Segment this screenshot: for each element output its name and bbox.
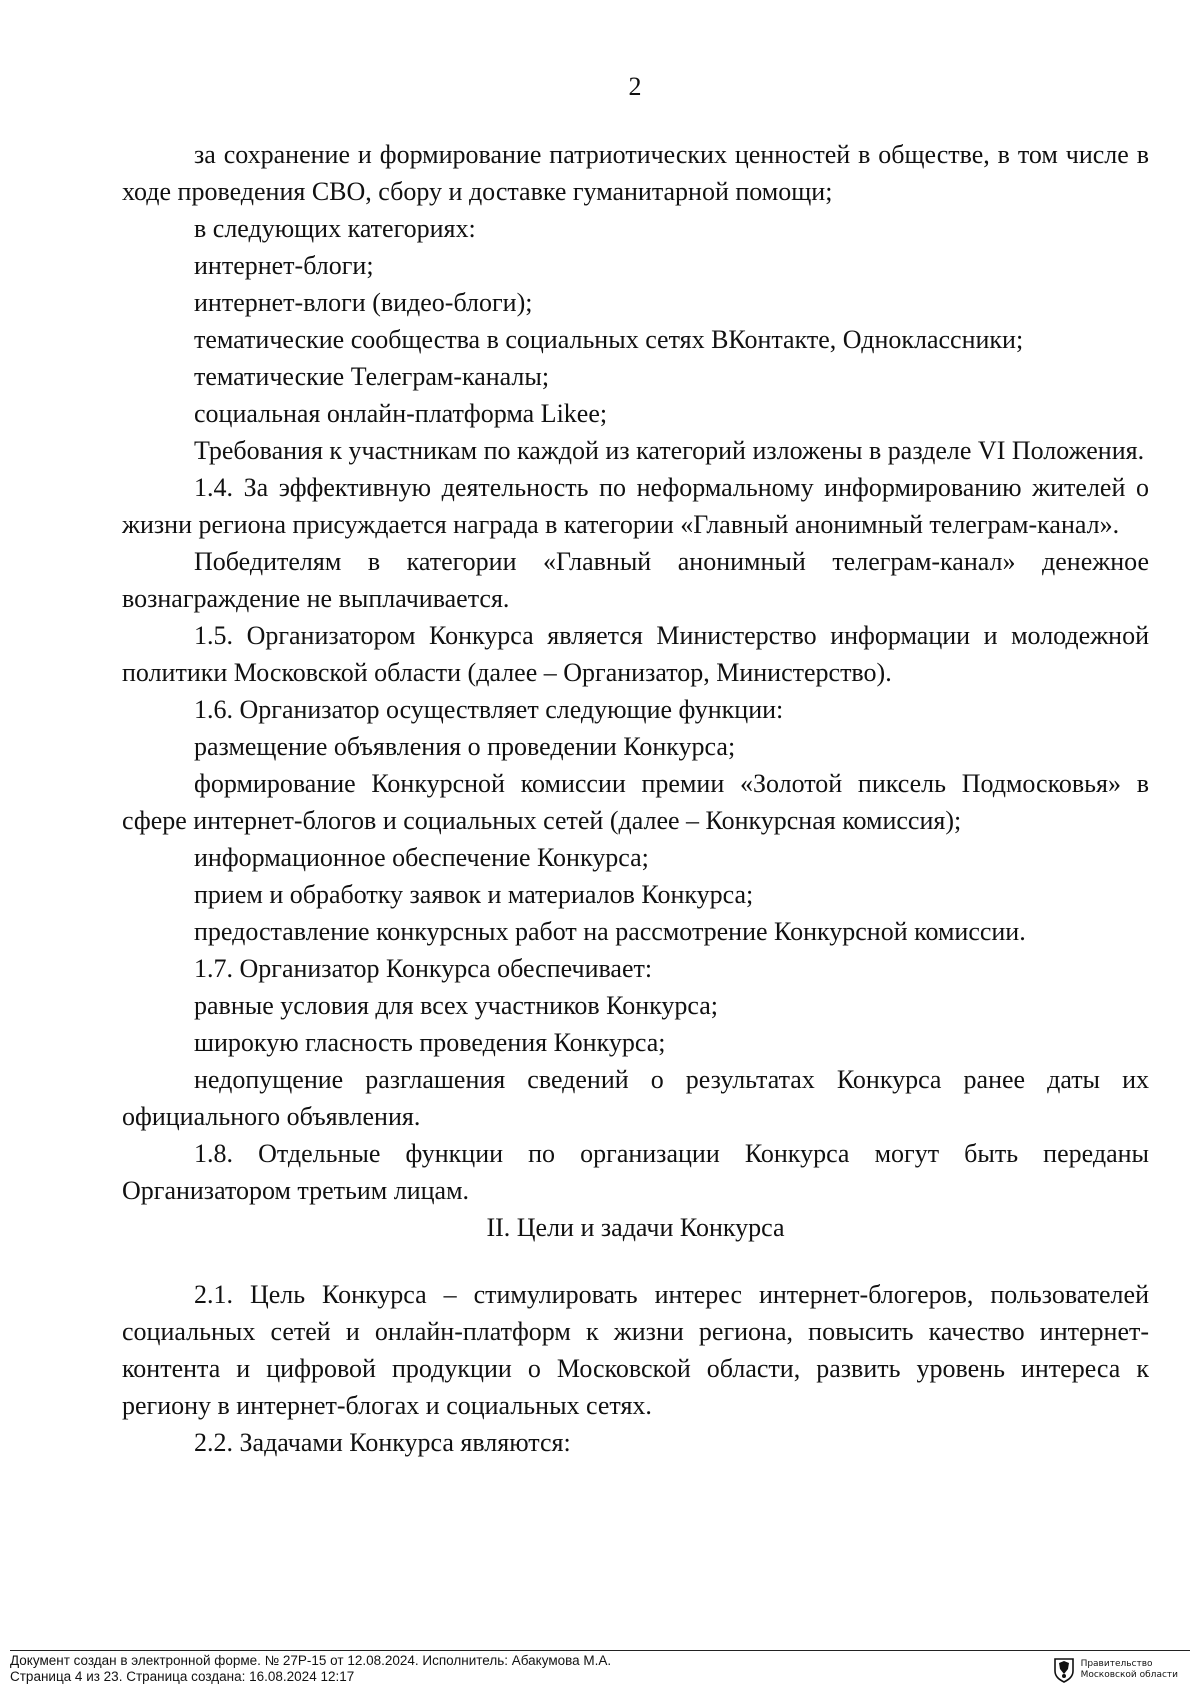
list-item: формирование Конкурсной комиссии премии «Золотой пиксель Подмосковья» в сфере интернет-блогов и социальных сетей (далее – Конкурсная комиссия); — [122, 769, 1149, 835]
paragraph: Победителям в категории «Главный анонимный телеграм-канал» денежное вознаграждение не выплачивается. — [122, 547, 1149, 613]
government-label-line1: Правительство — [1080, 1659, 1153, 1669]
list-item: прием и обработку заявок и материалов Конкурса; — [194, 880, 754, 909]
document-body — [122, 136, 1149, 1461]
list-item: широкую гласность проведения Конкурса; — [194, 1028, 666, 1057]
footer-info — [10, 1653, 611, 1685]
footer-line-page: Страница 4 из 23. Страница создана: 16.08.2024 12:17 — [10, 1669, 355, 1684]
paragraph: в следующих категориях: — [194, 214, 476, 243]
paragraph: 2.1. Цель Конкурса – стимулировать интерес интернет-блогеров, пользователей социальных сетей и онлайн-платформ к жизни региона, повысить качество интернет-контента и цифровой продукции о Московской области, развить уровень интереса к региону в интернет-блогах и социальных сетях. — [122, 1280, 1149, 1420]
list-item: равные условия для всех участников Конкурса; — [194, 991, 719, 1020]
paragraph: 1.4. За эффективную деятельность по неформальному информированию жителей о жизни региона присуждается награда в категории «Главный анонимный телеграм-канал». — [122, 473, 1149, 539]
section-title: II. Цели и задачи Конкурса — [486, 1213, 785, 1242]
footer-line-document: Документ создан в электронной форме. № 27Р-15 от 12.08.2024. Исполнитель: Абакумова М.А. — [10, 1653, 612, 1668]
list-item: тематические Телеграм-каналы; — [194, 362, 550, 391]
list-item: недопущение разглашения сведений о результатах Конкурса ранее даты их официального объявления. — [122, 1065, 1149, 1131]
document-footer — [10, 1650, 1190, 1684]
coat-of-arms-icon — [1053, 1657, 1075, 1683]
list-item: интернет-влоги (видео-блоги); — [194, 288, 533, 317]
paragraph: 2.2. Задачами Конкурса являются: — [194, 1428, 571, 1457]
government-label-line2: Московской области — [1080, 1670, 1178, 1680]
list-item: размещение объявления о проведении Конкурса; — [194, 732, 736, 761]
paragraph: Требования к участникам по каждой из категорий изложены в разделе VI Положения. — [194, 436, 1145, 465]
page-number: 2 — [628, 72, 642, 101]
list-item: предоставление конкурсных работ на рассмотрение Конкурсной комиссии. — [194, 917, 1026, 946]
government-label — [1081, 1659, 1178, 1681]
list-item: тематические сообщества в социальных сетях ВКонтакте, Одноклассники; — [194, 325, 1024, 354]
paragraph: за сохранение и формирование патриотических ценностей в обществе, в том числе в ходе проведения СВО, сбору и доставке гуманитарной помощи; — [122, 140, 1149, 206]
paragraph: 1.5. Организатором Конкурса является Министерство информации и молодежной политики Московской области (далее – Организатор, Министерство). — [122, 621, 1149, 687]
paragraph: 1.7. Организатор Конкурса обеспечивает: — [194, 954, 653, 983]
list-item: информационное обеспечение Конкурса; — [194, 843, 649, 872]
paragraph: 1.6. Организатор осуществляет следующие функции: — [194, 695, 784, 724]
government-logo — [1053, 1657, 1178, 1683]
list-item: социальная онлайн-платформа Likee; — [194, 399, 608, 428]
paragraph: 1.8. Отдельные функции по организации Конкурса могут быть переданы Организатором третьим лицам. — [122, 1139, 1149, 1205]
list-item: интернет-блоги; — [194, 251, 374, 280]
